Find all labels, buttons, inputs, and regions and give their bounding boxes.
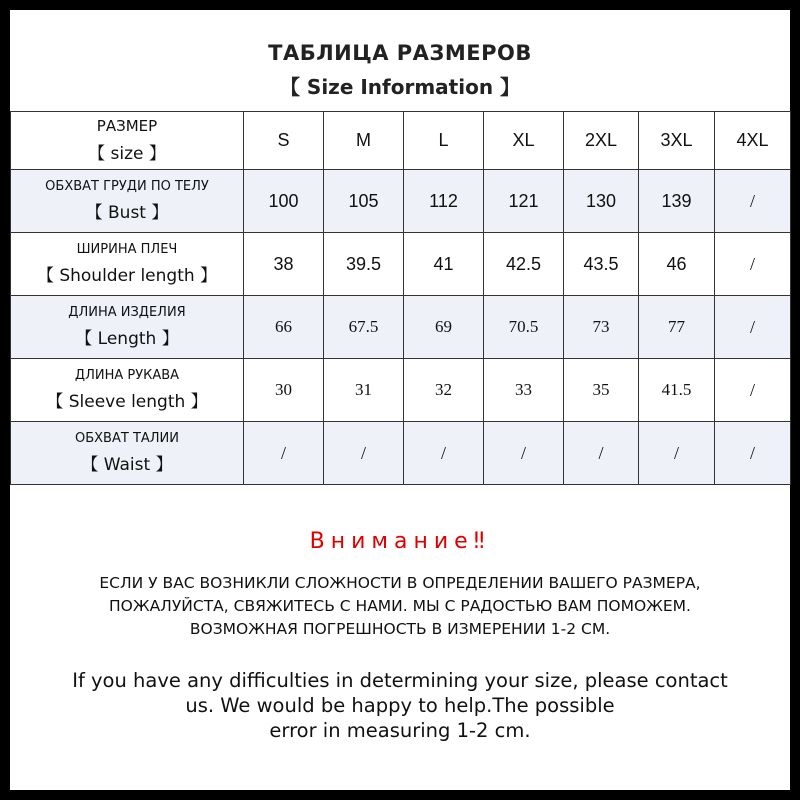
row-label-ru: ОБХВАТ ТАЛИИ	[75, 431, 179, 446]
table-cell: 39.5	[324, 233, 404, 296]
notice-english	[10, 668, 790, 743]
table-row-sleeve	[11, 359, 791, 422]
row-label-cell	[11, 296, 244, 359]
size-table	[10, 111, 791, 485]
table-cell: 46	[639, 233, 715, 296]
table-cell: 121	[484, 170, 564, 233]
header-label-ru: РАЗМЕР	[96, 117, 158, 135]
table-cell: /	[639, 422, 715, 485]
size-header-m: M	[324, 112, 404, 170]
row-label-cell	[11, 233, 244, 296]
table-cell: 33	[484, 359, 564, 422]
table-cell: 77	[639, 296, 715, 359]
table-cell: /	[564, 422, 639, 485]
row-label-en: 【 Waist 】	[81, 455, 173, 475]
table-cell: 38	[244, 233, 324, 296]
size-header-4xl: 4XL	[715, 112, 791, 170]
row-label-cell	[11, 359, 244, 422]
table-cell: 69	[404, 296, 484, 359]
table-row-shoulder	[11, 233, 791, 296]
table-cell: /	[715, 296, 791, 359]
attention-heading: Внимание‼	[309, 529, 491, 554]
table-row-waist	[11, 422, 791, 485]
header-label-en: 【 size 】	[88, 144, 166, 164]
row-label-ru: ДЛИНА РУКАВА	[74, 368, 180, 383]
size-chart-card	[10, 10, 790, 790]
row-label-en: 【 Length 】	[75, 329, 179, 349]
header-label-cell	[11, 112, 244, 170]
size-header-l: L	[404, 112, 484, 170]
table-cell: 35	[564, 359, 639, 422]
table-cell: 43.5	[564, 233, 639, 296]
notice-en-line: If you have any difficulties in determining your size, please contact	[72, 669, 728, 692]
table-cell: 31	[324, 359, 404, 422]
table-cell: /	[244, 422, 324, 485]
size-header-2xl: 2XL	[564, 112, 639, 170]
table-header-row	[11, 112, 791, 170]
row-label-en: 【 Bust 】	[85, 203, 169, 223]
size-header-3xl: 3XL	[639, 112, 715, 170]
notice-ru-line: ПОЖАЛУЙСТА, СВЯЖИТЕСЬ С НАМИ. МЫ С РАДОСТЬЮ ВАМ ПОМОЖЕМ.	[109, 597, 691, 615]
size-header-s: S	[244, 112, 324, 170]
table-cell: 67.5	[324, 296, 404, 359]
table-cell: /	[715, 170, 791, 233]
table-cell: 41	[404, 233, 484, 296]
table-row-bust	[11, 170, 791, 233]
table-cell: 73	[564, 296, 639, 359]
notice-en-line: us. We would be happy to help.The possible	[185, 694, 615, 717]
notice-ru-line: ЕСЛИ У ВАС ВОЗНИКЛИ СЛОЖНОСТИ В ОПРЕДЕЛЕНИИ ВАШЕГО РАЗМЕРА,	[99, 574, 701, 592]
table-cell: 66	[244, 296, 324, 359]
table-cell: 32	[404, 359, 484, 422]
title-russian: ТАБЛИЦА РАЗМЕРОВ	[268, 41, 532, 65]
table-row-length	[11, 296, 791, 359]
notice-en-line: error in measuring 1-2 cm.	[269, 719, 531, 742]
row-label-en: 【 Shoulder length 】	[36, 266, 218, 286]
table-cell: 70.5	[484, 296, 564, 359]
row-label-ru: ДЛИНА ИЗДЕЛИЯ	[68, 305, 186, 320]
table-cell: /	[715, 359, 791, 422]
table-cell: 112	[404, 170, 484, 233]
row-label-cell	[11, 422, 244, 485]
table-cell: 105	[324, 170, 404, 233]
table-cell: /	[404, 422, 484, 485]
table-cell: 42.5	[484, 233, 564, 296]
notice-ru-line: ВОЗМОЖНАЯ ПОГРЕШНОСТЬ В ИЗМЕРЕНИИ 1-2 СМ.	[189, 620, 611, 638]
table-cell: /	[324, 422, 404, 485]
row-label-ru: ОБХВАТ ГРУДИ ПО ТЕЛУ	[45, 179, 209, 194]
row-label-cell	[11, 170, 244, 233]
table-cell: /	[484, 422, 564, 485]
size-header-xl: XL	[484, 112, 564, 170]
table-cell: 41.5	[639, 359, 715, 422]
table-cell: 139	[639, 170, 715, 233]
title-english: 【 Size Information 】	[279, 75, 521, 99]
notice-russian	[10, 572, 790, 641]
table-cell: /	[715, 233, 791, 296]
table-cell: /	[715, 422, 791, 485]
table-cell: 130	[564, 170, 639, 233]
table-cell: 30	[244, 359, 324, 422]
row-label-ru: ШИРИНА ПЛЕЧ	[76, 242, 178, 257]
table-cell: 100	[244, 170, 324, 233]
row-label-en: 【 Sleeve length 】	[46, 392, 208, 412]
